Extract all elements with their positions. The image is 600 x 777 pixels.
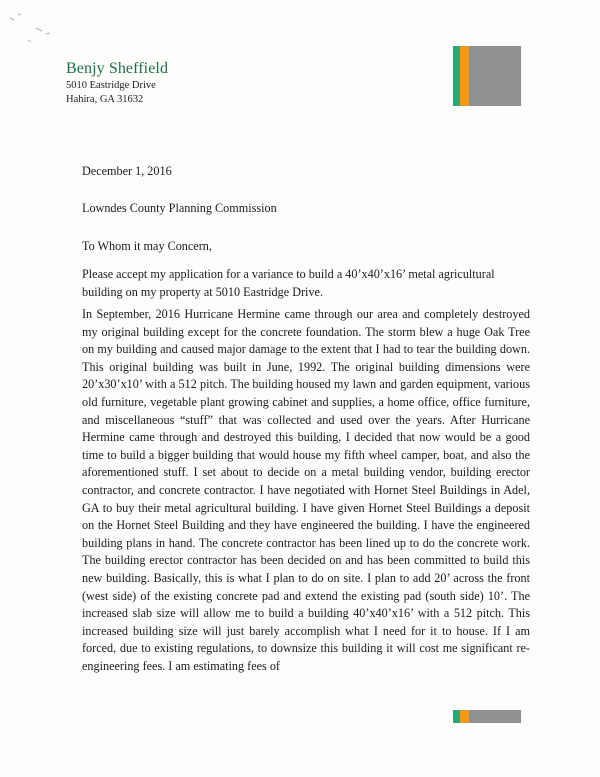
letter-paragraph-2: In September, 2016 Hurricane Hermine came through our area and completely destroyed my original building except for the concrete foundation. The storm blew a huge Oak Tree on my building and caused major damage to the extent that I had to tear the building down. This original building was built in June, 1992. The original building dimensions were 20’x30’x10’ with a 512 pitch. The building housed my lawn and garden equipment, various old furniture, vegetable plant growing cabinet and supplies, a home office, office furniture, and miscellaneous “stuff” that was collected and used over the years. After Hurricane Hermine came through and destroyed this building, I decided that now would be a good time to build a bigger building that would house my fifth wheel camper, boat, and also the aforementioned stuff. I set about to decide on a metal building vendor, building erector contractor, and concrete contractor. I have negotiated with Hornet Steel Buildings in Adel, GA to buy their metal agricultural building. I have given Hornet Steel Buildings a deposit on the Hornet Steel Building and they have engineered the building. I have the engineered building plans in hand. The concrete contractor has been lined up to do the concrete work. The building erector contractor has been decided on and has been committed to build this new building. Basically, this is what I plan to do on site. I plan to add 20’ across the front (west side) of the existing concrete pad and extend the existing pad (south side) 10’. The increased slab size will allow me to build a building 40’x40’x16’ with a 512 pitch. This increased building size will just barely accomplish what I need for it to house. If I am forced, due to existing regulations, to downsize this building it will cost me significant re-engineering fees. I am estimating fees of [82, 307, 530, 673]
footer-orange-bar [460, 710, 469, 723]
footer-gray-block [469, 710, 521, 723]
letter-recipient: Lowndes County Planning Commission [82, 201, 277, 215]
logo-gray-block [469, 46, 521, 106]
letter-salutation: To Whom it may Concern, [82, 239, 212, 253]
logo-orange-bar [460, 46, 469, 106]
letterhead-logo-bars [453, 46, 521, 106]
sender-address-line2: Hahira, GA 31632 [66, 94, 144, 105]
logo-green-bar [453, 46, 460, 106]
letter-date: December 1, 2016 [82, 164, 172, 178]
sender-address-line1: 5010 Eastridge Drive [66, 80, 156, 91]
letter-paragraph-1: Please accept my application for a variance to build a 40’x40’x16’ metal agricultural building on my property at 5010 Eastridge Drive. [82, 267, 495, 299]
scan-artifact-mark [6, 10, 66, 50]
sender-name: Benjy Sheffield [66, 60, 169, 77]
footer-logo-bars [453, 710, 521, 723]
footer-green-bar [453, 710, 460, 723]
letterhead [66, 60, 168, 106]
